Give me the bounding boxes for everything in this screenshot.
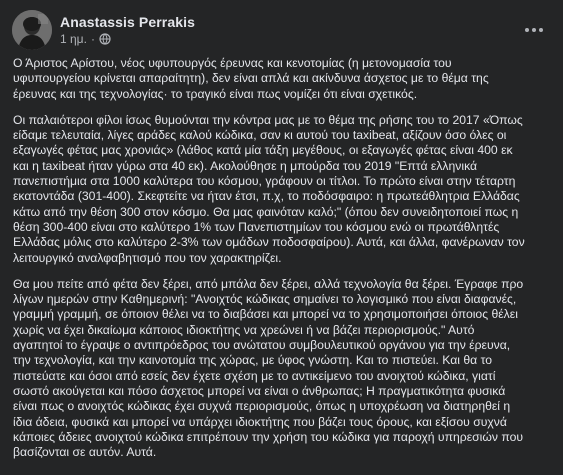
separator-dot: · <box>90 32 95 46</box>
post-paragraph: Οι παλαιότεροι φίλοι ίσως θυμούνται την κόντρα μας με το θέμα της ρήσης του το 2017 «Όπως είδαμε τελευταία, λίγες αράδες καλού κώδικα, σαν κι αυτού του taxibeat, αξίζουν όσο όλες οι εξαγωγές φέτας μας χρονιάς» (λάθος κατά μία τάξη μεγέθους, οι εξαγωγές φέτας είναι 400 εκ και η taxibeat ήταν γύρω στα 40 εκ). Ακολούθησε η μπούρδα του 2019 "Επτά ελληνικά πανεπιστήμια στα 1000 καλύτερα του κόσμου, γράφουν οι τίτλοι. Το πρώτο είναι στην τέταρτη εκατοντάδα (301-400). Σκεφτείτε να ήταν έτσι, π.χ, το ποδόσφαιρο: η πρωτεάθλητρια Ελλάδας κάτω από την θέση 300 στον κόσμο. Θα μας φαινόταν καλό;" (όπου δεν συνειδητοποιεί πως η θέση 300-400 είναι στο καλύτερο 1% των Πανεπιστημίων του κόσμου ενώ οι πρωτάθλητές Ελλάδας μόλις στο καλύτερο 2-3% των ομάδων ποδοσφαίρου). Αυτά, και άλλα, φανέρωναν τον λειτουργικό αναλφαβητισμό που τον χαρακτηρίζει. <box>13 112 525 265</box>
author-name[interactable]: Anastassis Perrakis <box>60 14 195 30</box>
more-options-button[interactable] <box>519 14 549 44</box>
post-paragraph: Ο Άριστος Αρίστου, νέος υφυπουργός έρευνας και κενοτομίας (η μετονομασία του υφυπουργείου κρίνεται απαραίτητη), δεν είναι απλά και ακίνδυνα άσχετος με το θέμα της έρευνας και της τεχνολογίας· το τραγικό είναι πως νομίζει ότι είναι σχετικός. <box>13 56 489 101</box>
more-horizontal-icon <box>524 20 544 38</box>
avatar[interactable] <box>12 10 52 50</box>
post-paragraph: Θα μου πείτε από φέτα δεν ξέρει, από μπάλα δεν ξέρει, αλλά τεχνολογία θα ξέρει. Έγραφε προ λίγων ημερών στην Καθημερινή: "Ανοιχτός κώδικας σημαίνει το λογισμικό που είναι διαφανές, γραμμή γραμμή, σε όποιον θέλει να το διαβάσει και μπορεί να το χρησιμοποιήσει όποιος θέλει χωρίς να έχει δικαίωμα κάποιος ιδιοκτήτης να χρεώνει ή να βάζει περιορισμούς." Αυτό αγαπητοί το έγραψε ο αντιπρόεδρος του ανώτατου συμβουλευτικού οργάνου για την έρευνα, την τεχνολογία, και την καινοτομία της χώρας, με ύφος γνώστη. Και το πιστεύει. Και θα το πιστεύατε και όσοι από εσείς δεν έχετε σχέση με το αντικείμενο του ανοιχτού κώδικα, γιατί σωστό ακούγεται και πόσο άσχετος μπορεί να είναι ο άνθρωπας; Η πραγματικότητα φυσικά είναι πως ο ανοιχτός κώδικας έχει συχνά περιορισμούς, όπως η υποχρέωση να διατηρηθεί η ίδια άδεια, φυσικά και μπορεί να υπάρχει ιδιοκτήτης που βάζει τους όρους, και εξίσου συχνά κάποιες άδειες ανοιχτού κώδικα επιτρέπουν την χρήση του κώδικα για παροχή υπηρεσιών που βασίζονται σε αυτόν. Αυτά. <box>13 276 524 460</box>
post-body <box>13 56 553 471</box>
post-header <box>12 10 195 50</box>
author-photo <box>12 10 52 50</box>
post-subline <box>60 31 195 47</box>
globe-icon[interactable] <box>99 33 111 45</box>
post-meta <box>60 13 195 47</box>
post-timestamp[interactable]: 1 ημ. <box>60 32 87 46</box>
